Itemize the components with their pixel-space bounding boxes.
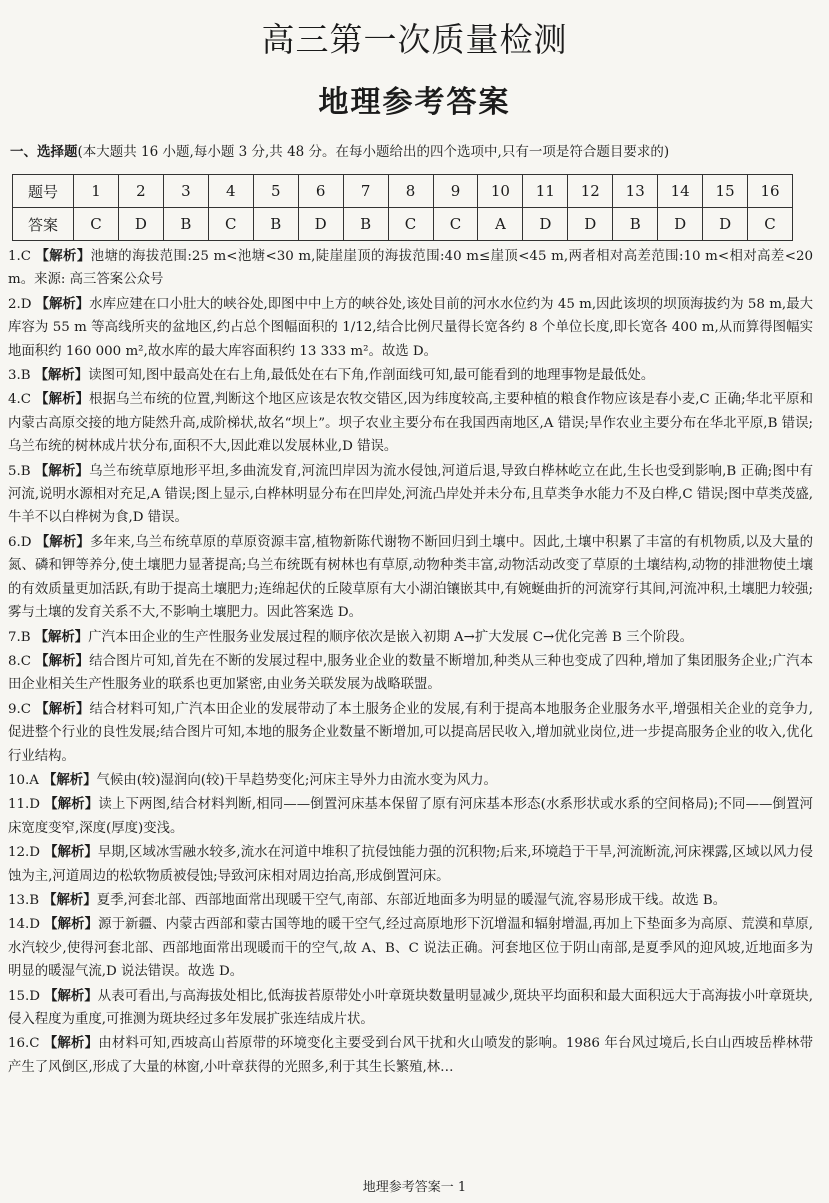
- answer-cell: C: [74, 208, 119, 241]
- explanation-item: [8, 388, 813, 458]
- explanation-text: 池塘的海拔范围:25 m<池塘<30 m,陡崖崖顶的海拔范围:40 m≤崖顶<45 m,两者相对高差范围:10 m<相对高差<20 m。来源: 高三答案公众号: [8, 249, 813, 288]
- explanation-item: [8, 626, 813, 649]
- explanation-number: 4.C: [8, 392, 32, 408]
- explanation-list: [8, 245, 813, 1080]
- explanation-text: 从表可看出,与高海拔处相比,低海拔苔原带处小叶章斑块数量明显减少,斑块平均面积和最大面积远大于高海拔小叶章斑块,侵入程度为重度,可推测为斑块经过多年发展扩张连结成片状。: [8, 988, 813, 1027]
- answer-cell: B: [613, 208, 658, 241]
- section-instruction: (本大题共 16 小题,每小题 3 分,共 48 分。在每小题给出的四个选项中,只有一项是符合题目要求的): [77, 144, 670, 160]
- explanation-text: 水库应建在口小肚大的峡谷处,即图中中上方的峡谷处,该处目前的河水水位约为 45 m,因此该坝的坝顶海拔约为 58 m,最大库容为 55 m 等高线所夹的盆地区,约占总个图幅面积的 1/12,结合比例尺量得长宽各约 8 个单位长度,即长宽各 400 m,从而算得图幅实地面积约 160 000 m²,故水库的最大库容面积约 13 333 m²。故选 D。: [8, 296, 813, 359]
- question-number: 11: [523, 175, 568, 208]
- explanation-item: [8, 889, 813, 912]
- question-number: 14: [658, 175, 703, 208]
- explanation-item: [8, 793, 813, 840]
- explanation-text: 由材料可知,西坡高山苔原带的环境变化主要受到台风干扰和火山喷发的影响。1986 年台风过境后,长白山西坡岳桦林带产生了风倒区,形成了大量的林窗,小叶章获得的光照多,利于其生长繁殖,林…: [8, 1036, 813, 1075]
- page-subtitle: 地理参考答案: [318, 85, 511, 120]
- explanation-number: 3.B: [8, 368, 31, 384]
- explanation-text: 夏季,河套北部、西部地面常出现暖干空气,南部、东部近地面多为明显的暖湿气流,容易形成干线。故选 B。: [96, 892, 727, 908]
- explanation-number: 1.C: [8, 249, 32, 264]
- question-number: 1: [74, 175, 119, 208]
- explanation-item: [8, 769, 813, 792]
- explanation-number: 16.C: [8, 1036, 40, 1052]
- explanation-tag: 【解析】: [35, 534, 90, 550]
- answer-cell: D: [658, 208, 703, 241]
- answer-cell: D: [568, 208, 613, 241]
- explanation-tag: 【解析】: [43, 892, 97, 908]
- explanation-item: [8, 460, 813, 530]
- explanation-text: 读上下两图,结合材料判断,相同——倒置河床基本保留了原有河床基本形态(水系形状或水系的空间格局);不同——倒置河床宽度变窄,深度(厚度)变浅。: [8, 797, 813, 836]
- section-heading: 一、选择题: [10, 144, 78, 160]
- explanation-item: [8, 364, 813, 387]
- question-number: 5: [253, 175, 298, 208]
- explanation-tag: 【解析】: [35, 249, 91, 264]
- explanation-tag: 【解析】: [35, 296, 90, 312]
- answer-cell: D: [523, 208, 568, 241]
- question-number-row: [13, 175, 793, 208]
- explanation-number: 5.B: [8, 463, 31, 479]
- explanation-text: 读图可知,图中最高处在右上角,最低处在右下角,作剖面线可知,最可能看到的地理事物是最低处。: [88, 368, 655, 384]
- explanation-tag: 【解析】: [44, 917, 99, 933]
- explanation-text: 根据乌兰布统的位置,判断这个地区应该是农牧交错区,因为纬度较高,主要种植的粮食作物应该是春小麦,C 正确;华北平原和内蒙古高原交接的地方陡然升高,成阶梯状,故名“坝上”。坝子农业主要分布在我国西南地区,A 错误;旱作农业主要分布在华北平原,B 错误;乌兰布统的树林成片状分布,面积不大,因此难以发展林业,D 错误。: [8, 392, 813, 455]
- question-number: 15: [703, 175, 748, 208]
- question-number: 8: [388, 175, 433, 208]
- explanation-tag: 【解析】: [34, 629, 89, 645]
- explanation-item: [8, 841, 813, 888]
- explanation-number: 6.D: [8, 534, 32, 550]
- answer-cell: C: [388, 208, 433, 241]
- explanation-item: [8, 531, 813, 625]
- explanation-number: 11.D: [8, 797, 41, 813]
- explanation-item: [8, 985, 813, 1032]
- question-number: 4: [208, 175, 253, 208]
- explanation-tag: 【解析】: [44, 988, 98, 1004]
- answer-cell: C: [748, 208, 793, 241]
- explanation-text: 气候由(较)湿润向(较)干旱趋势变化;河床主导外力由流水变为风力。: [96, 772, 497, 788]
- explanation-text: 广汽本田企业的生产性服务业发展过程的顺序依次是嵌入初期 A→扩大发展 C→优化完善 B 三个阶段。: [88, 629, 694, 645]
- explanation-tag: 【解析】: [35, 701, 90, 717]
- question-number: 2: [118, 175, 163, 208]
- page-footer: 地理参考答案一 1: [362, 1180, 467, 1195]
- question-number: 7: [343, 175, 388, 208]
- question-number: 6: [298, 175, 343, 208]
- explanation-text: 早期,区域冰雪融水较多,流水在河道中堆积了抗侵蚀能力强的沉积物;后来,环境趋于干旱,河流断流,河床裸露,区域以风力侵蚀为主,河道周边的松软物质被侵蚀;导致河床相对周边抬高,形成倒置河床。: [8, 845, 814, 884]
- question-number: 13: [613, 175, 658, 208]
- explanation-number: 9.C: [8, 701, 32, 717]
- explanation-text: 结合图片可知,首先在不断的发展过程中,服务业企业的数量不断增加,种类从三种也变成了四种,增加了集团服务企业;广汽本田企业相关生产性服务业的联系也更加紧密,由业务关联发展为战略联盟。: [8, 653, 813, 693]
- row-label-answer: 答案: [13, 208, 74, 241]
- answer-cell: B: [253, 208, 298, 241]
- explanation-number: 7.B: [8, 629, 31, 645]
- explanation-text: 源于新疆、内蒙古西部和蒙古国等地的暖干空气,经过高原地形下沉增温和辐射增温,再加上下垫面多为高原、荒漠和草原,水汽较少,使得河套北部、西部地面常出现暖而干的空气,故 A、B、C 说法正确。河套地区位于阴山南部,是夏季风的迎风坡,近地面多为明显的暖湿气流,D 说法错误。故选 D。: [8, 917, 814, 980]
- explanation-number: 10.A: [8, 772, 39, 788]
- answer-table: [12, 174, 793, 241]
- explanation-text: 结合材料可知,广汽本田企业的发展带动了本土服务企业的发展,有利于提高本地服务企业服务水平,增强相关企业的竞争力,促进整个行业的良性发展;结合图片可知,本地的服务企业数量不断增加,可以提高居民收入,增加就业岗位,进一步提高服务企业的收入,优化行业结构。: [8, 701, 813, 764]
- answer-cell: C: [433, 208, 478, 241]
- answer-cell: C: [208, 208, 253, 241]
- explanation-number: 2.D: [8, 296, 32, 312]
- explanation-number: 8.C: [8, 653, 32, 669]
- explanation-item: [8, 650, 813, 697]
- answer-cell: B: [163, 208, 208, 241]
- explanation-tag: 【解析】: [35, 392, 90, 408]
- explanation-item: [8, 698, 813, 768]
- explanation-tag: 【解析】: [35, 653, 90, 669]
- explanation-tag: 【解析】: [34, 463, 90, 479]
- explanation-number: 12.D: [8, 845, 41, 861]
- explanation-tag: 【解析】: [34, 368, 89, 384]
- explanation-item: [8, 293, 813, 363]
- answer-cell: D: [703, 208, 748, 241]
- explanation-item: [8, 245, 813, 292]
- question-number: 10: [478, 175, 523, 208]
- explanation-tag: 【解析】: [42, 772, 97, 788]
- question-number: 16: [748, 175, 793, 208]
- explanation-number: 15.D: [8, 988, 41, 1004]
- answer-cell: D: [118, 208, 163, 241]
- explanation-text: 多年来,乌兰布统草原的草原资源丰富,植物新陈代谢物不断回归到土壤中。因此,土壤中积累了丰富的有机物质,以及大量的氮、磷和钾等养分,使土壤肥力显著提高;乌兰布统既有树林也有草原,动物种类丰富,动物活动改变了草原的土壤结构,动物的排泄物使土壤的有效质量更加活跃,有助于提高土壤肥力;连绵起伏的丘陵草原有大小湖泊镶嵌其中,有婉蜒曲折的河流穿行其间,河流冲积,土壤肥力较强;雾与土壤的发育关系不大,不影响土壤肥力。因此答案选 D。: [8, 534, 813, 621]
- explanation-tag: 【解析】: [43, 1036, 99, 1052]
- section-heading-line: [10, 140, 669, 160]
- question-number: 3: [163, 175, 208, 208]
- answer-row: [13, 208, 793, 241]
- answer-cell: D: [298, 208, 343, 241]
- question-number: 12: [568, 175, 613, 208]
- explanation-item: [8, 913, 813, 983]
- row-label-number: 题号: [13, 175, 74, 208]
- answer-cell: A: [478, 208, 523, 241]
- explanation-number: 14.D: [8, 917, 41, 933]
- explanation-text: 乌兰布统草原地形平坦,多曲流发育,河流凹岸因为流水侵蚀,河道后退,导致白桦林屹立在此,生长也受到影响,B 正确;图中有河流,说明水源相对充足,A 错误;图上显示,白桦林明显分布在凹岸处,河流凸岸处并未分布,且草类争水能力不及白桦,C 错误;图中草类茂盛,牛羊不以白桦树为食,D 错误。: [8, 463, 813, 526]
- explanation-number: 13.B: [8, 892, 40, 908]
- page-title: 高三第一次质量检测: [261, 20, 568, 59]
- explanation-tag: 【解析】: [44, 797, 99, 813]
- explanation-item: [8, 1032, 813, 1079]
- explanation-tag: 【解析】: [44, 845, 98, 861]
- answer-cell: B: [343, 208, 388, 241]
- question-number: 9: [433, 175, 478, 208]
